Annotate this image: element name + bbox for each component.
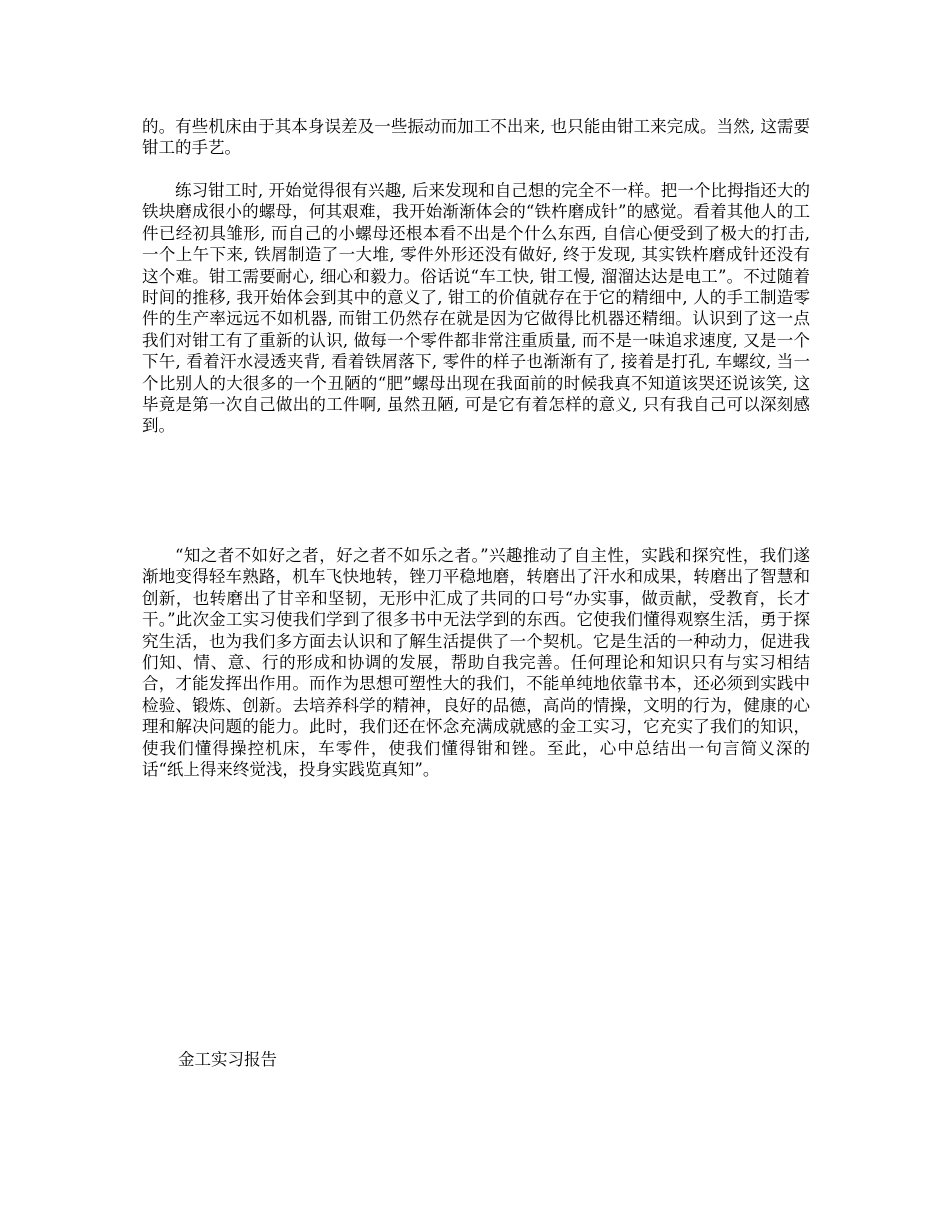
paragraph-text: 的。有些机床由于其本身误差及一些振动而加工不出来, 也只能由钳工来完成。当然, 这需要钳工的手艺。 (142, 117, 810, 158)
paragraph-text: 练习钳工时, 开始觉得很有兴趣, 后来发现和自己想的完全不一样。把一个比拇指还大的铁块磨成很小的螺母，何其艰难，我开始渐渐体会的“铁杵磨成针”的感觉。看着其他人的工件已经初具雏形, 而自己的小螺母还根本看不出是个什么东西, 自信心便受到了极大的打击, 一个上午下来, 铁屑制造了一大堆, 零件外形还没有做好, 终于发现, 其实铁杵磨成针还没有这个难。钳工需要耐心, 细心和毅力。俗话说“车工快, 钳工慢, 溜溜达达是电工”。不过随着时间的推移, 我开始体会到其中的意义了, 钳工的价值就存在于它的精细中, 人的手工制造零件的生产率远远不如机器, 而钳工仍然存在就是因为它做得比机器还精细。认识到了这一点我们对钳工有了重新的认识, 做每一个零件都非常注重质量, 而不是一味追求速度, 又是一个下午, 看着汗水浸透夹背, 看着铁屑落下, 零件的样子也渐渐有了, 接着是打孔, 车螺纹, 当一个比别人的大很多的一个丑陋的“肥”螺母出现在我面前的时候我真不知道该哭还说该笑, 这毕竟是第一次自己做出的工件啊, 虽然丑陋, 可是它有着怎样的意义, 只有我自己可以深刻感到。 (142, 181, 810, 436)
paragraph-text: “知之者不如好之者，好之者不如乐之者。”兴趣推动了自主性，实践和探究性，我们遂渐地变得轻车熟路，机车飞快地转，锉刀平稳地磨，转磨出了汗水和成果，转磨出了智慧和创新，也转磨出了甘辛和坚韧，无形中汇成了共同的口号“办实事，做贡献，受教育，长才干。”此次金工实习使我们学到了很多书中无法学到的东西。它使我们懂得观察生活，勇于探究生活，也为我们多方面去认识和了解生活提供了一个契机。它是生活的一种动力，促进我们知、情、意、行的形成和协调的发展，帮助自我完善。任何理论和知识只有与实习相结合，才能发挥出作用。而作为思想可塑性大的我们，不能单纯地依靠书本，还必须到实践中检验、锻炼、创新。去培养科学的精神，良好的品德，高尚的情操，文明的行为，健康的心理和解决问题的能力。此时，我们还在怀念充满成就感的金工实习，它充实了我们的知识，使我们懂得操控机床，车零件，使我们懂得钳和锉。至此，心中总结出一句言简义深的话“纸上得来终觉浅，投身实践览真知”。 (142, 546, 810, 780)
report-title: 金工实习报告 (178, 1050, 277, 1069)
paragraph-conclusion (142, 545, 810, 780)
paragraph-continuation (142, 116, 810, 159)
paragraph-fitter-practice (142, 180, 810, 437)
